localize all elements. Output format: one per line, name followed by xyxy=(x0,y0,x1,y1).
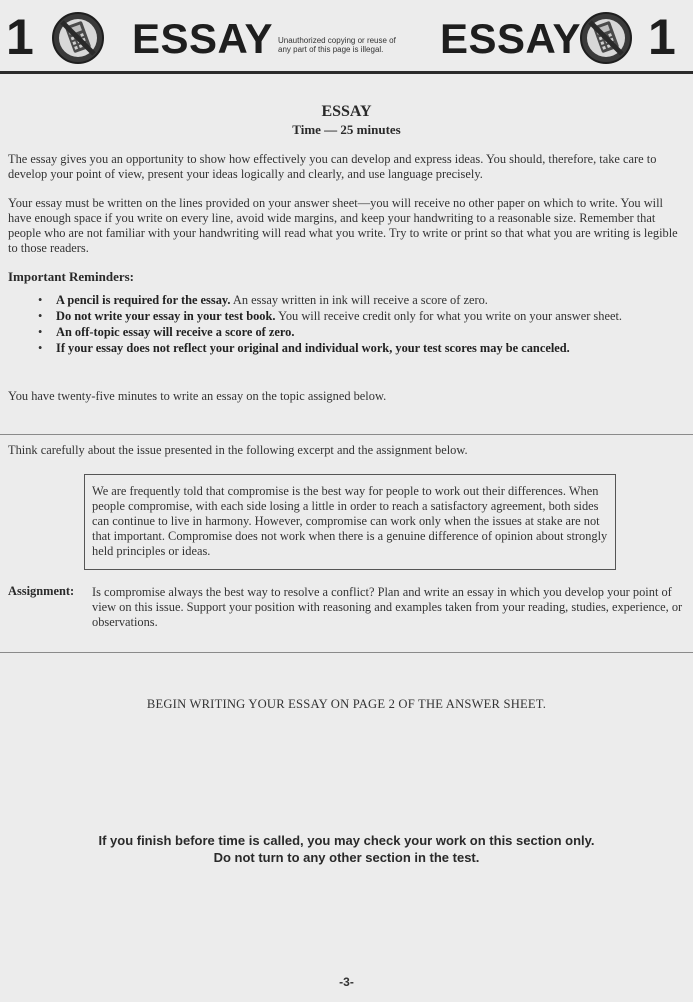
assignment-text: Is compromise always the best way to resolve a conflict? Plan and write an essay in which you develop your point of view on this issue. Support your position with reasoning and examples taken from your reading, studies, experience, or observations. xyxy=(92,585,683,629)
reminders-heading: Important Reminders: xyxy=(8,269,135,284)
intro-paragraph: The essay gives you an opportunity to show how effectively you can develop and express ideas. You should, therefore, take care to develop your point of view, present your ideas logically and clearly, and use language precisely. xyxy=(8,152,657,181)
time-note: You have twenty-five minutes to write an essay on the topic assigned below. xyxy=(8,389,387,403)
section-number-right: 1 xyxy=(648,9,676,65)
reminder-text: An essay written in ink will receive a score of zero. xyxy=(230,293,488,307)
divider xyxy=(0,652,693,653)
assignment-label: Assignment: xyxy=(8,584,75,598)
reminder-bold: If your essay does not reflect your original and individual work, your test scores may be canceled. xyxy=(56,341,570,355)
page-number: -3- xyxy=(339,975,354,989)
list-item xyxy=(38,293,638,308)
reminders-list xyxy=(38,293,638,357)
excerpt-text: We are frequently told that compromise is the best way for people to work out their differences. When people compromise, with each side losing a little in order to reach a satisfactory agreement, both sides can continue to live in harmony. However, compromise can work only when the issues at stake are not that important. Compromise does not work when there is a genuine difference of opinion about strongly held principles or ideas. xyxy=(92,484,608,558)
no-calculator-icon xyxy=(578,10,634,66)
instructions-paragraph: Your essay must be written on the lines provided on your answer sheet—you will receive no other paper on which to write. You will have enough space if you write on every line, avoid wide margins, and keep your handwriting to a reasonable size. Remember that people who are not familiar with your handwriting will read what you write. Try to write or print so that what you are writing is legible to those readers. xyxy=(8,196,678,255)
header-title-left: ESSAY xyxy=(132,15,274,62)
no-calculator-icon xyxy=(50,10,106,66)
copyright-notice-line: any part of this page is illegal. xyxy=(278,45,384,55)
list-item xyxy=(38,325,638,340)
copyright-notice-line: Unauthorized copying or reuse of xyxy=(278,36,396,45)
header-divider xyxy=(0,71,693,74)
reminder-text: You will receive credit only for what you write on your answer sheet. xyxy=(275,309,622,323)
bullet-icon: • xyxy=(38,341,43,355)
finish-note-line: Do not turn to any other section in the test. xyxy=(213,850,480,865)
bullet-icon: • xyxy=(38,325,43,339)
finish-note xyxy=(0,832,693,866)
section-number-left: 1 xyxy=(6,9,34,65)
prompt-intro: Think carefully about the issue presented in the following excerpt and the assignment below. xyxy=(8,443,468,457)
begin-note: BEGIN WRITING YOUR ESSAY ON PAGE 2 OF THE ANSWER SHEET. xyxy=(146,697,547,711)
reminder-bold: A pencil is required for the essay. xyxy=(56,293,231,307)
copyright-notice xyxy=(278,36,428,54)
list-item xyxy=(38,309,638,324)
reminder-bold: An off-topic essay will receive a score of zero. xyxy=(56,325,295,339)
reminder-bold: Do not write your essay in your test book. xyxy=(56,309,276,323)
header-title-right: ESSAY xyxy=(440,15,582,62)
bullet-icon: • xyxy=(38,293,43,307)
divider xyxy=(0,434,693,435)
section-time: Time — 25 minutes xyxy=(292,122,401,137)
bullet-icon: • xyxy=(38,309,43,323)
finish-note-line: If you finish before time is called, you may check your work on this section only. xyxy=(98,833,595,848)
section-title: ESSAY xyxy=(321,103,372,120)
list-item xyxy=(38,341,638,356)
